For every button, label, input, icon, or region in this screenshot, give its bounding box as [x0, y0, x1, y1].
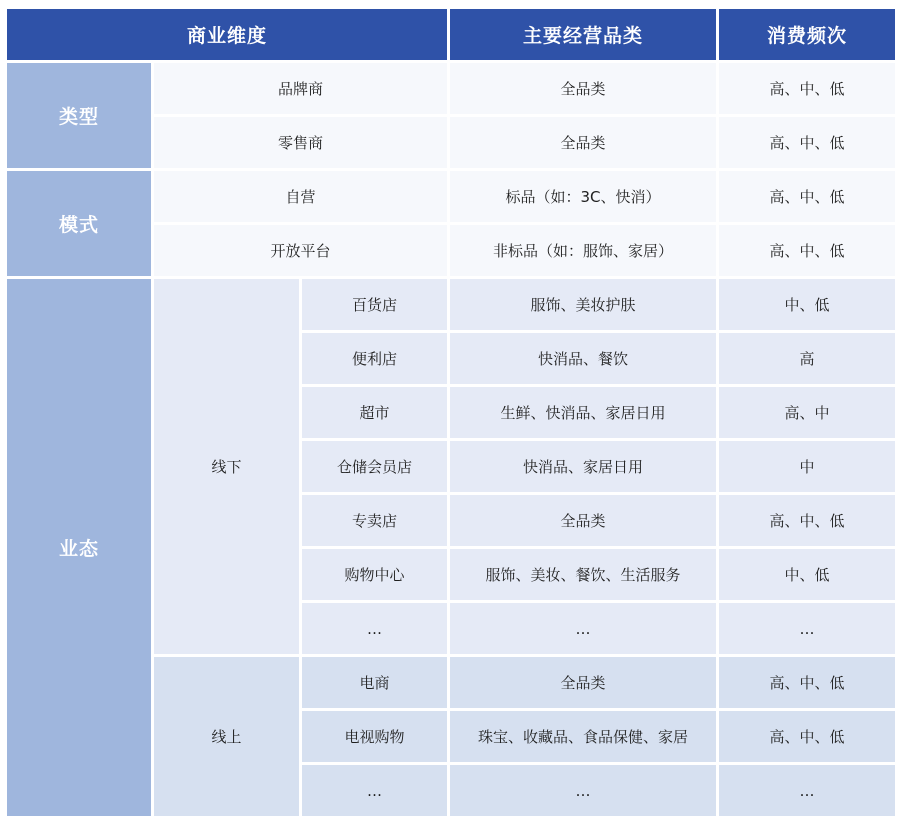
subgroup-online: 线上 [154, 657, 299, 816]
row-frequency: 中 [719, 441, 895, 492]
group-format: 业态 [7, 279, 151, 816]
row-category: 全品类 [450, 495, 716, 546]
commerce-dimension-table [4, 6, 898, 819]
header-frequency: 消费频次 [719, 9, 895, 60]
row-name: 自营 [154, 171, 447, 222]
row-frequency: … [719, 603, 895, 654]
row-name: 品牌商 [154, 63, 447, 114]
row-frequency: 高、中、低 [719, 495, 895, 546]
table-row [7, 279, 895, 330]
row-frequency: 高、中、低 [719, 711, 895, 762]
row-frequency: 高、中 [719, 387, 895, 438]
row-frequency: 高、中、低 [719, 117, 895, 168]
row-name: 电商 [302, 657, 447, 708]
row-frequency: 高、中、低 [719, 171, 895, 222]
row-name: … [302, 603, 447, 654]
row-name: 百货店 [302, 279, 447, 330]
row-category: … [450, 603, 716, 654]
row-category: 快消品、餐饮 [450, 333, 716, 384]
row-name: 零售商 [154, 117, 447, 168]
row-name: … [302, 765, 447, 816]
row-name: 专卖店 [302, 495, 447, 546]
row-category: 全品类 [450, 117, 716, 168]
row-frequency: 中、低 [719, 549, 895, 600]
subgroup-offline: 线下 [154, 279, 299, 654]
row-frequency: 中、低 [719, 279, 895, 330]
header-dimension: 商业维度 [7, 9, 447, 60]
row-name: 超市 [302, 387, 447, 438]
row-category: 服饰、美妆、餐饮、生活服务 [450, 549, 716, 600]
row-frequency: 高 [719, 333, 895, 384]
row-name: 购物中心 [302, 549, 447, 600]
table-row [7, 171, 895, 222]
row-name: 电视购物 [302, 711, 447, 762]
row-category: 快消品、家居日用 [450, 441, 716, 492]
row-category: 全品类 [450, 657, 716, 708]
table-row [7, 63, 895, 114]
group-mode: 模式 [7, 171, 151, 276]
row-category: 服饰、美妆护肤 [450, 279, 716, 330]
row-name: 开放平台 [154, 225, 447, 276]
row-frequency: 高、中、低 [719, 225, 895, 276]
row-category: … [450, 765, 716, 816]
row-name: 便利店 [302, 333, 447, 384]
header-category: 主要经营品类 [450, 9, 716, 60]
commerce-table-wrapper [4, 6, 898, 819]
row-frequency: … [719, 765, 895, 816]
row-category: 全品类 [450, 63, 716, 114]
row-category: 生鲜、快消品、家居日用 [450, 387, 716, 438]
row-category: 非标品（如：服饰、家居） [450, 225, 716, 276]
row-frequency: 高、中、低 [719, 657, 895, 708]
row-frequency: 高、中、低 [719, 63, 895, 114]
row-category: 珠宝、收藏品、食品保健、家居 [450, 711, 716, 762]
row-name: 仓储会员店 [302, 441, 447, 492]
row-category: 标品（如：3C、快消） [450, 171, 716, 222]
group-type: 类型 [7, 63, 151, 168]
header-row [7, 9, 895, 60]
